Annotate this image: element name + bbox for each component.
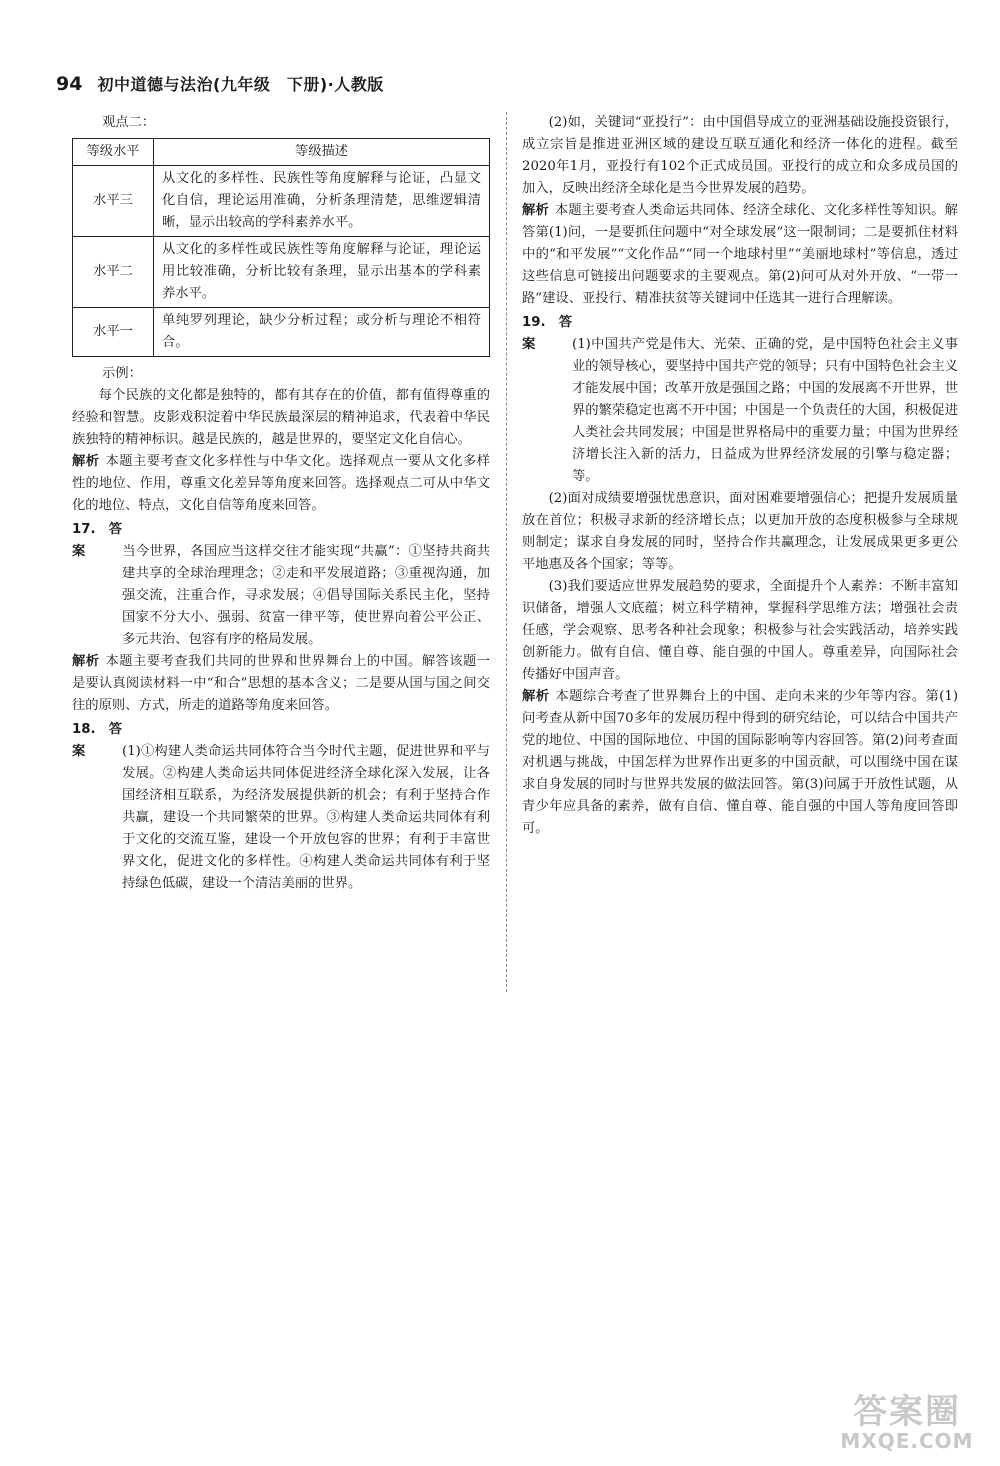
column-divider [506,112,507,992]
grade-level: 水平一 [73,308,154,357]
table-row [73,237,490,308]
q17-answer-text: 当今世界，各国应当这样交往才能实现“共赢”：①坚持共商共建共享的全球治理理念；②走和平发展道路；③重视沟通，加强交流，注重合作，寻求发展；④倡导国际关系民主化，坚持国家不分大小、强弱、贫富一律平等，使世界向着公平公正、多元共治、包容有序的格局发展。 [122,544,490,647]
analysis-label: 解析 [522,203,549,218]
grade-header-desc: 等级描述 [154,139,490,166]
q19-number: 19.答案 [522,315,572,352]
q18-answer [72,719,490,895]
example-label: 示例： [102,366,142,381]
q19-answer-text: (1)中国共产党是伟大、光荣、正确的党，是中国特色社会主义事业的领导核心，要坚持中国共产党的领导；只有中国特色社会主义才能发展中国；改革开放是强国之路；中国的发展离不开世界，世界的繁荣稳定也离不开中国；中国是一个负责任的大国，积极促进人类社会共同发展；中国是世界格局中的重要力量；中国为世界经济增长注入新的活力，日益成为世界经济发展的引擎与稳定器；等。 [572,337,958,484]
analysis-label: 解析 [72,654,100,669]
grade-table [72,138,490,357]
q17-analysis [72,651,490,717]
viewpoint-label: 观点二： [102,115,156,130]
table-row [73,166,490,237]
watermark-url: MXQE.COM [840,1429,974,1453]
q19-answer-part3: (3)我们要适应世界发展趋势的要求，全面提升个人素养：不断丰富知识储备，增强人文底蕴；树立科学精神，掌握科学思维方法；增强社会责任感，学会观察、思考各种社会现象；积极参与社会实践活动，培养实践创新能力。做有自信、懂自尊、能自强的中国人。尊重差异，向国际社会传播好中国声音。 [522,579,958,682]
q17-analysis-text: 本题主要考查我们共同的世界和世界舞台上的中国。解答该题一是要认真阅读材料一中“和合”思想的基本含义；二是要从国与国之间交往的原则、方式，所走的道路等角度来回答。 [72,654,491,713]
analysis-text: 本题主要考查文化多样性与中华文化。选择观点一要从文化多样性的地位、作用，尊重文化差异等角度来回答。选择观点二可从中华文化的地位、特点，文化自信等角度来回答。 [72,454,491,513]
grade-desc: 从文化的多样性或民族性等角度解释与论证，理论运用比较准确，分析比较有条理，显示出基本的学科素养水平。 [154,237,490,308]
q19-answer-part2: (2)面对成绩要增强忧患意识，面对困难要增强信心；把提升发展质量放在首位；积极寻求新的经济增长点；以更加开放的态度积极参与全球规则制定；谋求自身发展的同时，坚持合作共赢理念，让发展成果更多更公平地惠及各个国家；等等。 [522,491,958,572]
q18-answer-part2: (2)如，关键词“亚投行”：由中国倡导成立的亚洲基础设施投资银行，成立宗旨是推进亚洲区域的建设互联互通化和经济一体化的进程。截至2020年1月，亚投行有102个正式成员国。亚投行的成立和众多成员国的加入，反映出经济全球化是当今世界发展的趋势。 [522,115,958,196]
watermark-text: 答案圈 [853,1392,961,1432]
grade-header-level: 等级水平 [73,139,154,166]
grade-level: 水平二 [73,237,154,308]
watermark-logo [832,1384,982,1454]
grade-table-header [73,139,490,166]
q18-analysis [522,200,958,310]
q18-number: 18.答案 [72,722,122,759]
analysis-16 [72,451,490,517]
table-row [73,308,490,357]
right-column [522,112,958,840]
analysis-label: 解析 [522,689,550,704]
left-column [72,112,490,895]
book-title: 初中道德与法治(九年级 下册)·人教版 [97,75,384,94]
q19-analysis [522,686,958,840]
q17-answer [72,519,490,651]
example-text: 每个民族的文化都是独特的，都有其存在的价值，都有值得尊重的经验和智慧。皮影戏积淀着中华民族最深层的精神追求，代表着中华民族独特的精神标识。越是民族的，越是世界的，要坚定文化自信心。 [72,388,490,447]
page-header [56,72,384,102]
grade-desc: 从文化的多样性、民族性等角度解释与论证，凸显文化自信，理论运用准确，分析条理清楚，思维逻辑清晰，显示出较高的学科素养水平。 [154,166,490,237]
grade-level: 水平三 [73,166,154,237]
q18-analysis-text: 本题主要考查人类命运共同体、经济全球化、文化多样性等知识。解答第(1)问，一是要抓住问题中“对全球发展”这一限制词；二是要抓住材料中的“和平发展”“文化作品”“同一个地球村里”“美丽地球村”等信息，透过这些信息可链接出问题要求的主要观点。第(2)问可从对外开放、“一带一路”建设、亚投行、精准扶贫等关键词中任选其一进行合理解读。 [522,203,959,306]
page-number: 94 [56,73,83,95]
q19-analysis-text: 本题综合考查了世界舞台上的中国、走向未来的少年等内容。第(1)问考查从新中国70多年的发展历程中得到的研究结论，可以结合中国共产党的地位、中国的国际地位、中国的国际影响等内容回答。第(2)问考查面对机遇与挑战，中国怎样为世界作出更多的中国贡献，可以围绕中国在谋求自身发展的同时与世界共发展的做法回答。第(3)问属于开放性试题，从青少年应具备的素养，做有自信、懂自尊、能自强的中国人等角度回答即可。 [522,689,959,836]
analysis-label: 解析 [72,454,100,469]
q18-answer-text: (1)①构建人类命运共同体符合当今时代主题，促进世界和平与发展。②构建人类命运共同体促进经济全球化深入发展，让各国经济相互联系，为经济发展提供新的机会；有利于坚持合作共赢，建设一个共同繁荣的世界。③构建人类命运共同体有利于文化的交流互鉴，建设一个开放包容的世界；有利于丰富世界文化，促进文化的多样性。④构建人类命运共同体有利于坚持绿色低碳，建设一个清洁美丽的世界。 [122,744,490,891]
q17-number: 17.答案 [72,522,122,559]
grade-desc: 单纯罗列理论，缺少分析过程；或分析与理论不相符合。 [154,308,490,357]
q19-answer [522,312,958,488]
